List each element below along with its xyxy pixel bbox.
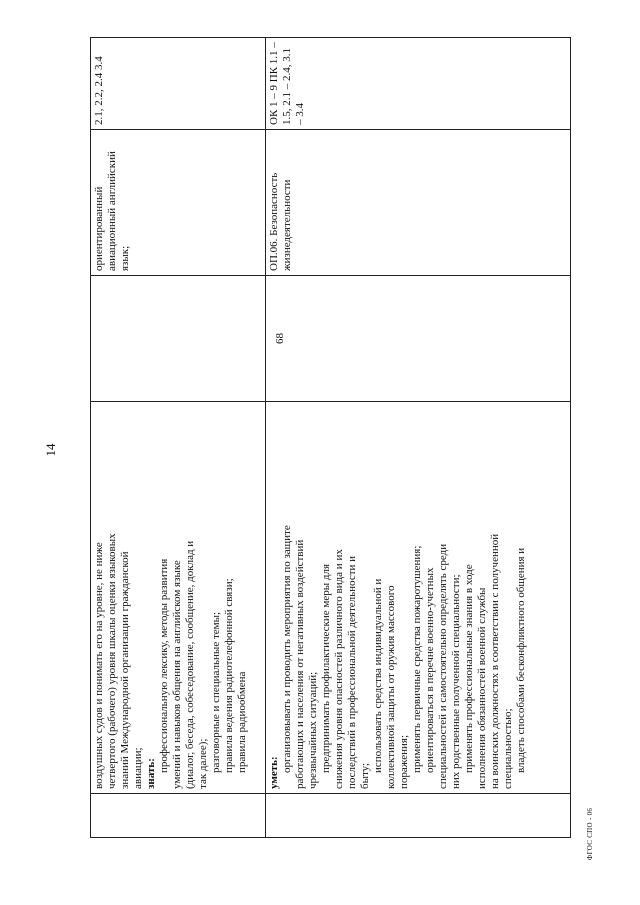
competencies-cell: ОК 1 – 9 ПК 1.1 – 1.5, 2.1 – 2.4, 3.1 – 3.4 <box>266 38 571 130</box>
skill-line: уметь: <box>268 756 280 789</box>
discipline-cell: ОП.06. Безопасность жизнедеятельности <box>266 130 571 276</box>
discipline-cell: ориентированный авиационный английский язык; <box>91 130 266 276</box>
skill-line: воздушных судов и понимать его на уровне, не ниже <box>93 542 105 789</box>
skill-line: четвертого (рабочего) уровня шкалы оценки языковых <box>106 533 118 789</box>
skill-line: (диалог, беседа, собеседование, сообщение, доклад и <box>184 540 196 789</box>
skill-line: чрезвычайных ситуаций; <box>307 671 319 789</box>
skill-line: работающих и населения от негативных воздействий <box>294 539 306 789</box>
skill-line: быту; <box>359 762 371 789</box>
skill-line: умений и навыков общения на английском языке <box>171 560 183 789</box>
table-row <box>266 38 571 838</box>
skill-line: профессиональную лексику, методы развития <box>158 558 170 773</box>
rotated-page-content <box>90 38 570 838</box>
curriculum-table-wrapper <box>90 38 570 838</box>
skill-line: правила ведения радиотелефонной связи; <box>223 578 235 773</box>
skill-line: так далее); <box>197 738 209 789</box>
skill-line: авиации; <box>132 747 144 789</box>
index-cell <box>266 794 571 838</box>
skill-line: разговорные и специальные темы; <box>210 611 222 773</box>
index-cell <box>91 794 266 838</box>
skill-line: организовывать и проводить мероприятия по защите <box>281 525 293 773</box>
skill-line: ориентироваться в перечне военно-учетных <box>424 567 436 773</box>
skill-line: специальностью; <box>502 708 514 789</box>
curriculum-table <box>90 37 571 838</box>
skill-line: коллективной защиты от оружия массового <box>385 585 397 789</box>
skill-line: них родственные полученной специальности; <box>450 574 462 789</box>
skills-cell <box>266 402 571 794</box>
skill-line: применять профессиональные знания в ходе <box>463 564 475 773</box>
skill-line: использовать средства индивидуальной и <box>372 578 384 773</box>
skill-line: предпринимать профилактические меры для <box>320 563 332 773</box>
skill-line: снижения уровня опасностей различного вида и их <box>333 549 345 789</box>
skill-line: правила радиообмена <box>236 671 248 773</box>
competencies-cell: 2.1, 2.2, 2.4 3.4 <box>91 38 266 130</box>
skill-line: поражения; <box>398 735 410 789</box>
page-number: 14 <box>43 443 58 457</box>
skill-line: на воинских должностях в соответствии с полученной <box>489 533 501 789</box>
skill-line: исполнения обязанностей военной службы <box>476 587 488 789</box>
skill-line: знаний Международной организации гражданской <box>119 551 131 789</box>
document-code: ФГОС СПО - 06 <box>586 807 594 861</box>
skill-line: владеть способами бесконфликтного общения и <box>515 547 527 773</box>
hours-cell: 68 <box>266 276 571 402</box>
hours-cell <box>91 276 266 402</box>
skills-cell <box>91 402 266 794</box>
skill-line: последствий в профессиональной деятельности и <box>346 555 358 789</box>
skill-line: специальностей и самостоятельно определять среди <box>437 543 449 789</box>
skill-line: применять первичные средства пожаротушения; <box>411 545 423 773</box>
table-row <box>91 38 266 838</box>
skill-line: знать: <box>145 758 157 789</box>
